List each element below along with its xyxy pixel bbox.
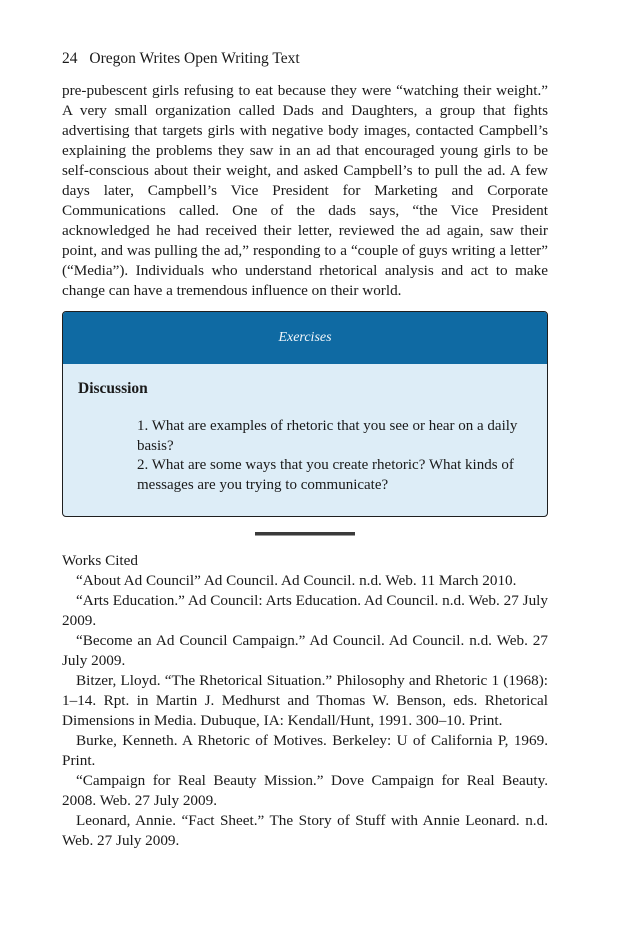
exercises-box [62, 311, 548, 517]
page-number: 24 [62, 50, 78, 67]
works-cited-heading: Works Cited [62, 552, 138, 569]
citation-entry: “About Ad Council” Ad Council. Ad Council. n.d. Web. 11 March 2010. [76, 572, 517, 589]
exercises-header: Exercises [63, 312, 547, 364]
running-header [62, 49, 300, 69]
citation-entry: “Become an Ad Council Campaign.” Ad Council. Ad Council. n.d. Web. 27 July 2009. [62, 632, 548, 669]
body-paragraph: pre-pubescent girls refusing to eat because they were “watching their weight.” A very small organization called Dads and Daughters, a group that fights advertising that targets girls with negative body images, contacted Campbell’s explaining the problems they saw in an ad that encouraged young girls to be self-conscious about their weight, and asked Campbell’s to pull the ad. A few days later, Campbell’s Vice President for Marketing and Corporate Communications called. One of the dads says, “the Vice President acknowledged he had received their letter, reviewed the ad again, saw their point, and was pulling the ad,” responding to a “couple of guys writing a letter” (“Media”). Individuals who understand rhetorical analysis and act to make change can have a tremendous influence on their world. [62, 82, 548, 299]
works-cited-section [62, 551, 548, 851]
section-divider [255, 532, 355, 536]
discussion-title: Discussion [78, 380, 148, 397]
citation-entry: Burke, Kenneth. A Rhetoric of Motives. Berkeley: U of California P, 1969. Print. [62, 732, 548, 769]
citation-entry: Bitzer, Lloyd. “The Rhetorical Situation.” Philosophy and Rhetoric 1 (1968): 1–14. Rpt. in Martin J. Medhurst and Thomas W. Benson, eds. Rhetorical Dimensions in Media. Dubuque, IA: Kendall/Hunt, 1991. 300–10. Print. [62, 672, 548, 729]
citation-entry: “Arts Education.” Ad Council: Arts Education. Ad Council. n.d. Web. 27 July 2009. [62, 592, 548, 629]
book-title: Oregon Writes Open Writing Text [89, 50, 300, 67]
citation-entry: Leonard, Annie. “Fact Sheet.” The Story of Stuff with Annie Leonard. n.d. Web. 27 July 2009. [62, 812, 548, 849]
exercise-item: 1. What are examples of rhetoric that you see or hear on a daily basis? [137, 418, 518, 454]
exercise-item: 2. What are some ways that you create rhetoric? What kinds of messages are you trying to communicate? [137, 457, 514, 493]
citation-entry: “Campaign for Real Beauty Mission.” Dove Campaign for Real Beauty. 2008. Web. 27 July 2009. [62, 772, 548, 809]
exercise-list [137, 417, 537, 495]
